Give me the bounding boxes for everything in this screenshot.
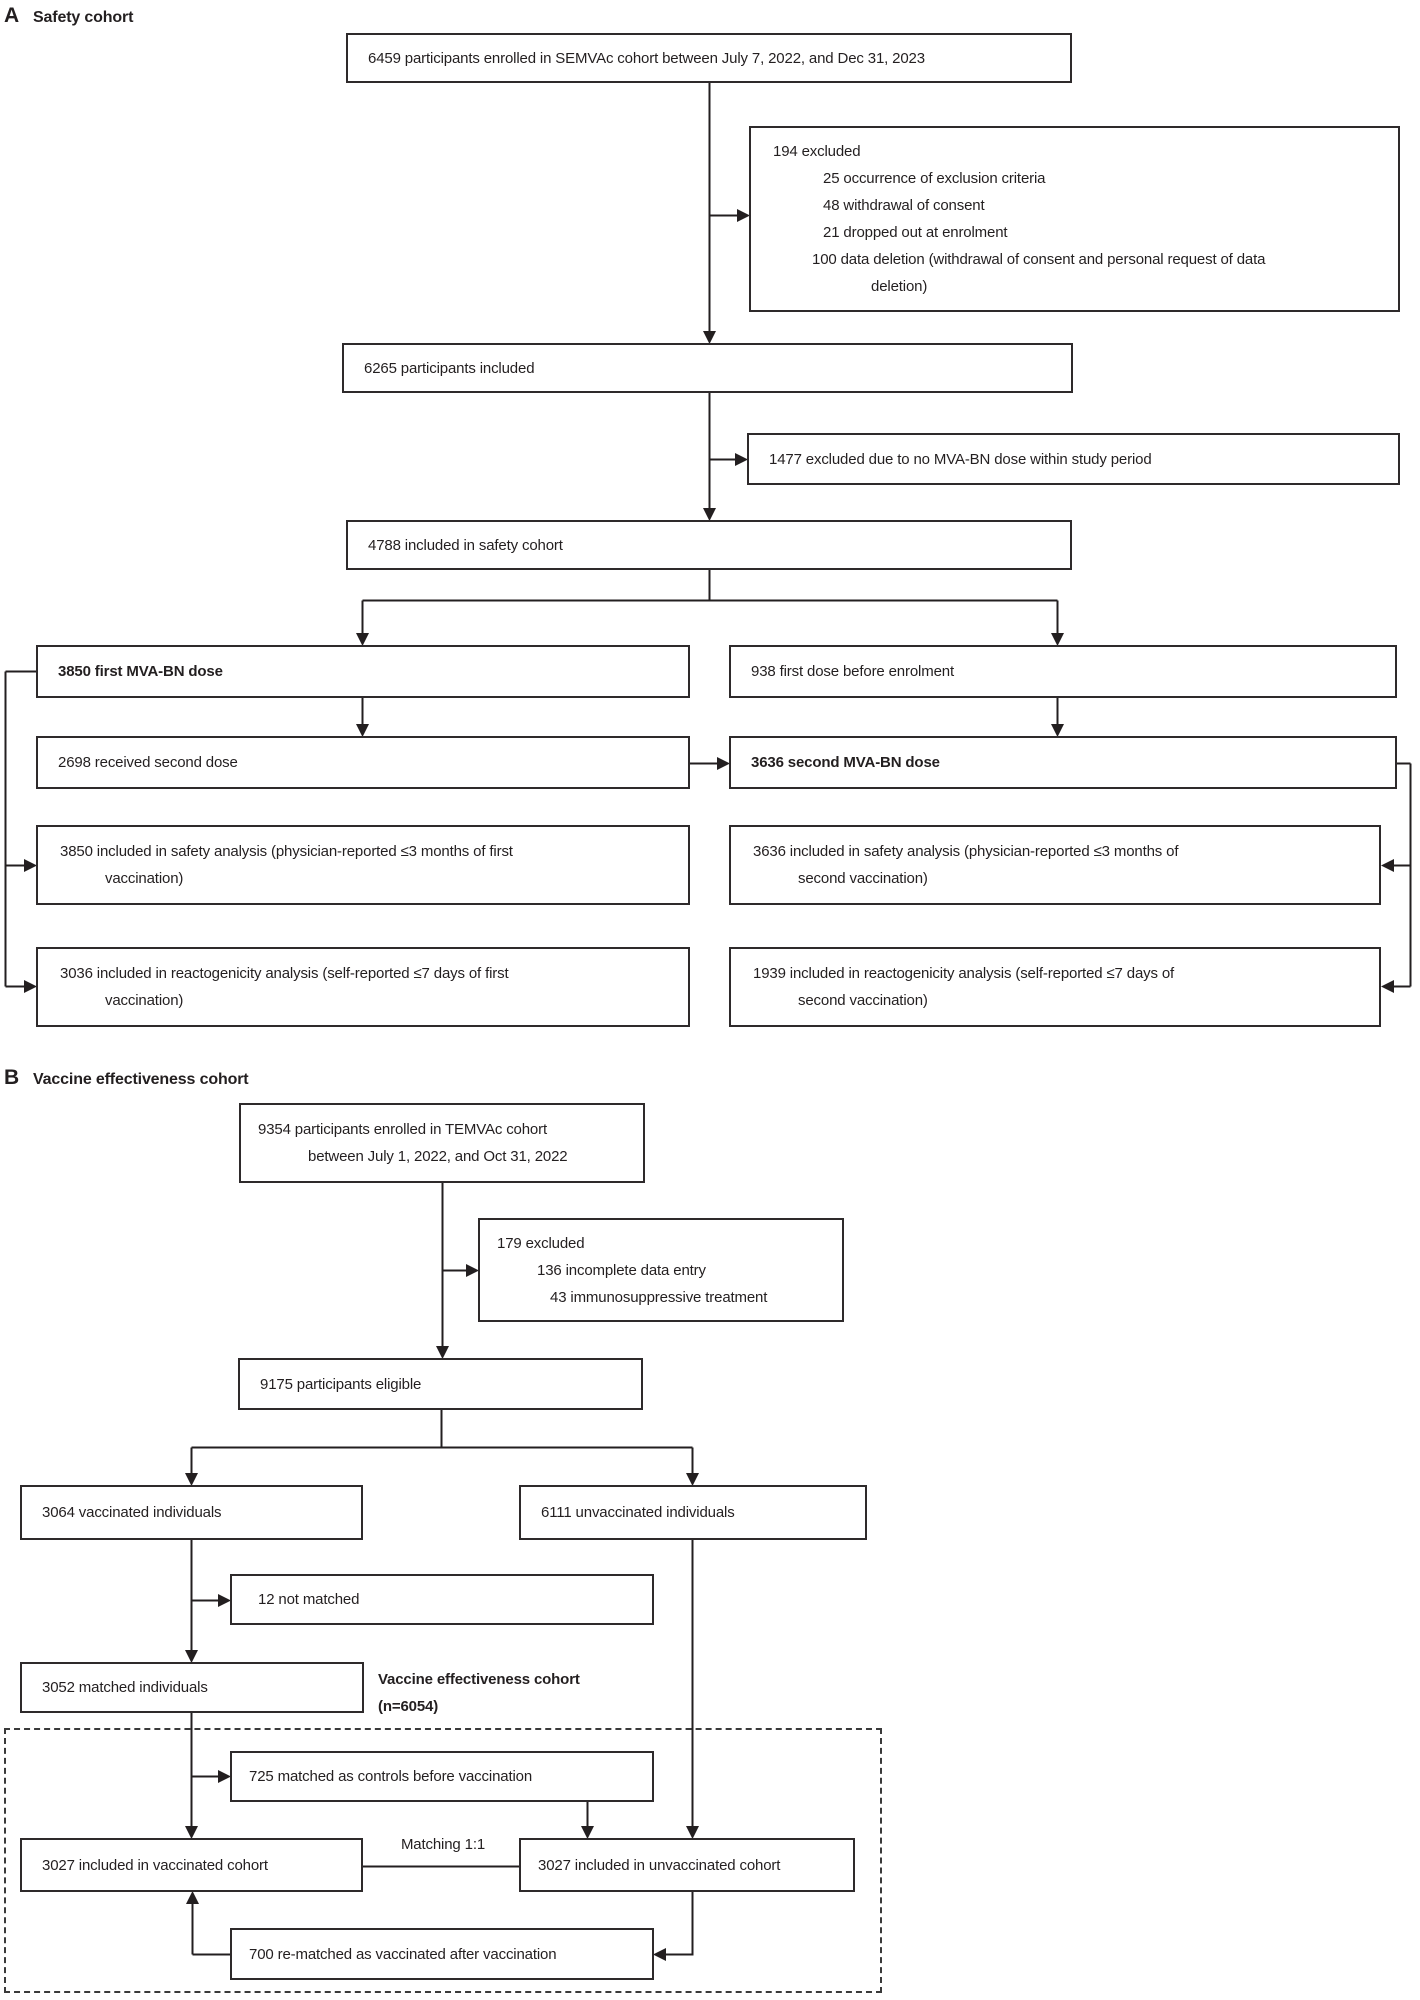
box-before-enrolment-938: 938 first dose before enrolment xyxy=(729,645,1397,698)
box-vaccinated-3064: 3064 vaccinated individuals xyxy=(20,1485,363,1540)
line-left-rail xyxy=(6,672,37,987)
line-firstdose-to-seconddose xyxy=(363,698,1058,725)
box-safety-analysis-first: 3850 included in safety analysis (physician-reported ≤3 months of first vaccination) xyxy=(36,825,690,905)
panel-a-label xyxy=(4,4,133,28)
box-first-dose-3850: 3850 first MVA-BN dose xyxy=(36,645,690,698)
box-excluded-179: 179 excluded 136 incomplete data entry 43 immunosuppressive treatment xyxy=(478,1218,844,1322)
box-second-dose-3636: 3636 second MVA-BN dose xyxy=(729,736,1397,789)
box-matched-controls-725: 725 matched as controls before vaccination xyxy=(230,1751,654,1802)
box-reactogenicity-second: 1939 included in reactogenicity analysis (self-reported ≤7 days of second vaccination) xyxy=(729,947,1381,1027)
box-enrolled-temvac: 9354 participants enrolled in TEMVAc cohort between July 1, 2022, and Oct 31, 2022 xyxy=(239,1103,645,1183)
box-excluded-1477: 1477 excluded due to no MVA-BN dose within study period xyxy=(747,433,1400,485)
panel-a-title: Safety cohort xyxy=(33,9,134,26)
box-excluded-194: 194 excluded 25 occurrence of exclusion criteria 48 withdrawal of consent 21 dropped out at enrolment 100 data deletion (withdrawal of consent and personal request of data deletion) xyxy=(749,126,1400,312)
panel-b-letter: B xyxy=(4,1066,20,1089)
ve-cohort-label: Vaccine effectiveness cohort (n=6054) xyxy=(378,1671,580,1715)
line-right-rail xyxy=(1394,764,1411,987)
panel-a-letter: A xyxy=(4,4,20,27)
line-eligible-split xyxy=(192,1410,693,1474)
matching-1-1-label: Matching 1:1 xyxy=(400,1836,486,1853)
box-vaccinated-cohort-3027: 3027 included in vaccinated cohort xyxy=(20,1838,363,1892)
box-safety-cohort-4788: 4788 included in safety cohort xyxy=(346,520,1072,570)
box-not-matched-12: 12 not matched xyxy=(230,1574,654,1625)
box-reactogenicity-first: 3036 included in reactogenicity analysis (self-reported ≤7 days of first vaccination) xyxy=(36,947,690,1027)
box-unvaccinated-cohort-3027: 3027 included in unvaccinated cohort xyxy=(519,1838,855,1892)
box-matched-3052: 3052 matched individuals xyxy=(20,1662,364,1713)
box-rematched-700: 700 re-matched as vaccinated after vaccination xyxy=(230,1928,654,1980)
line-safety-split xyxy=(363,570,1058,634)
panel-b-label xyxy=(4,1066,248,1090)
box-unvaccinated-6111: 6111 unvaccinated individuals xyxy=(519,1485,867,1540)
box-eligible-9175: 9175 participants eligible xyxy=(238,1358,643,1410)
panel-b-title: Vaccine effectiveness cohort xyxy=(33,1071,249,1088)
box-included-6265: 6265 participants included xyxy=(342,343,1073,393)
box-safety-analysis-second: 3636 included in safety analysis (physician-reported ≤3 months of second vaccination) xyxy=(729,825,1381,905)
box-enrolled-semvac: 6459 participants enrolled in SEMVAc cohort between July 7, 2022, and Dec 31, 2023 xyxy=(346,33,1072,83)
box-second-dose-2698: 2698 received second dose xyxy=(36,736,690,789)
